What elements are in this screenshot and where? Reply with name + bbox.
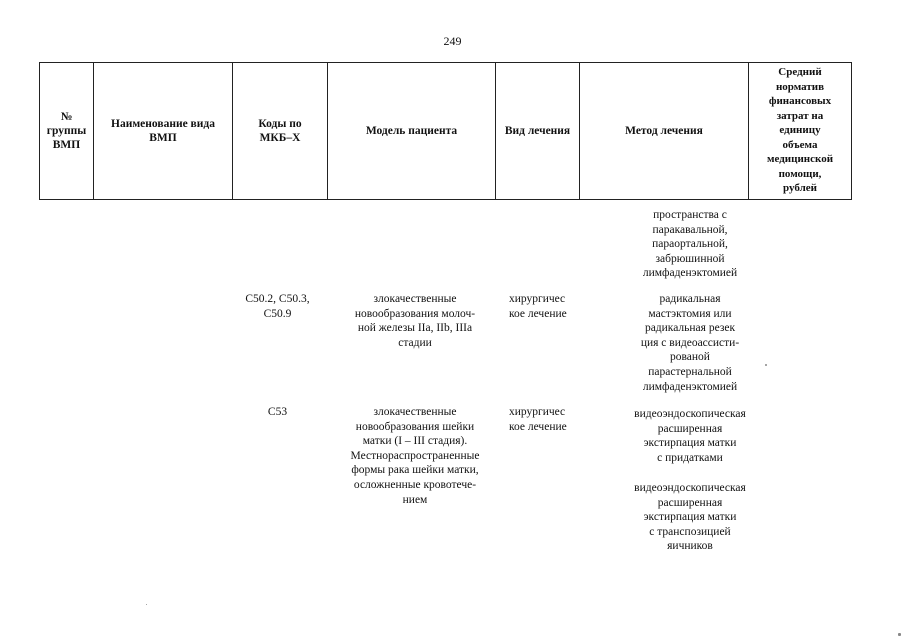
header-group-number: № группы ВМП — [40, 63, 94, 200]
scan-speck — [898, 633, 901, 636]
row2-method-2: видеоэндоскопическая расширенная экстирпация матки с транспозицией яичников — [634, 482, 746, 553]
row1-treatment: хирургичес кое лечение — [509, 293, 567, 320]
continuation-method: пространства с паракавальной, параортальной, забрюшинной лимфаденэктомией — [642, 209, 738, 280]
row2-treatment: хирургичес кое лечение — [509, 406, 567, 433]
header-patient-model: Модель пациента — [328, 63, 496, 200]
row2-codes: C53 — [267, 406, 288, 418]
header-treatment-type: Вид лечения — [496, 63, 580, 200]
row2-model: злокачественные новообразования шейки матки (I – III стадия). Местнораспространенные формы рака шейки матки, осложненные кровотече- нием — [350, 406, 480, 506]
table-header — [39, 62, 852, 200]
row2-method-1: видеоэндоскопическая расширенная экстирпация матки с придатками — [634, 408, 746, 464]
page-number: 249 — [443, 34, 462, 48]
header-average-cost: Средний норматив финансовых затрат на единицу объема медицинской помощи, рублей — [749, 63, 852, 200]
header-vmp-name: Наименование вида ВМП — [94, 63, 233, 200]
row1-codes: C50.2, C50.3, C50.9 — [245, 293, 310, 320]
header-treatment-method: Метод лечения — [580, 63, 749, 200]
row1-model: злокачественные новообразования молоч- ной железы IIa, IIb, IIIa стадии — [354, 293, 476, 349]
scan-speck — [146, 604, 147, 605]
row1-method: радикальная мастэктомия или радикальная резек ция с видеоассисти- рованой парастернальной лимфаденэктомией — [640, 293, 740, 393]
scan-speck — [765, 364, 767, 366]
header-icd-codes: Коды по МКБ–Х — [233, 63, 328, 200]
